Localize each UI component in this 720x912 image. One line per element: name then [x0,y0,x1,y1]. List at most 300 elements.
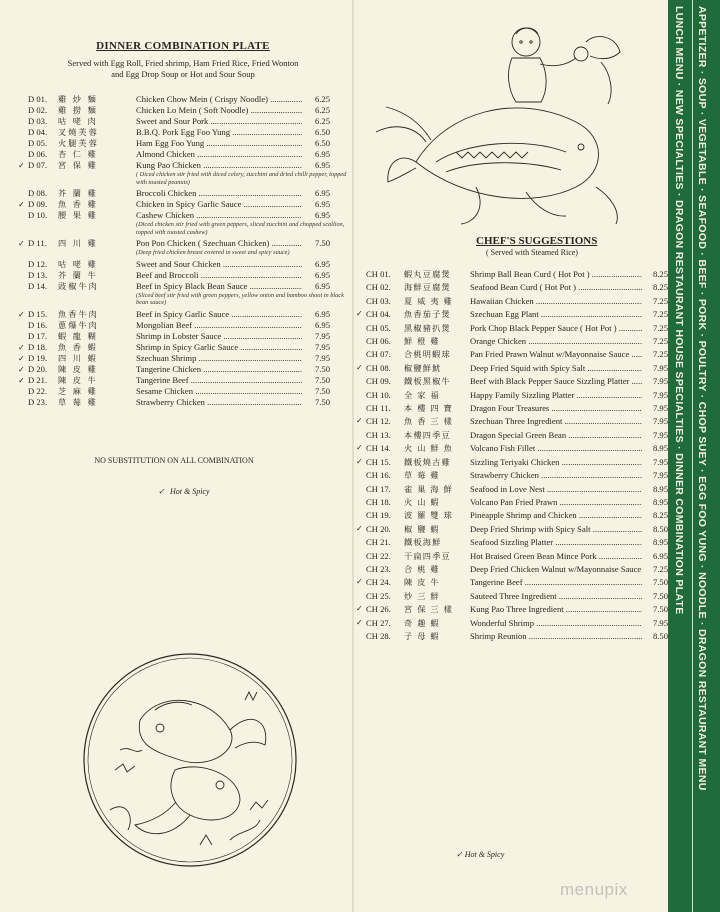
item-code: CH 15. [366,456,391,467]
item-code: CH 20. [366,523,391,534]
item-code: CH 17. [366,483,391,494]
item-price: 8.50 [652,630,668,641]
item-code: CH 02. [366,282,391,293]
item-chinese-name: 陳 皮 牛 [404,577,440,588]
item-english-name: Orange Chicken ..... [470,335,642,347]
item-code: CH 12. [366,416,391,427]
menu-item [356,576,668,588]
item-chinese-name: 波 羅 雙 球 [404,510,453,521]
item-english-name: Tangerine Beef ..... [136,375,302,386]
item-english-name: Deep Fried Chicken Walnut w/Mayonnaise Sauce ..... [470,563,642,575]
item-price: 7.50 [652,604,668,615]
item-price: 7.25 [652,349,668,360]
menu-item [356,389,668,401]
item-price: 6.95 [652,550,668,561]
item-price: 6.95 [314,188,330,198]
item-price: 8.95 [652,483,668,494]
menu-item [356,322,668,334]
item-chinese-name: 芝 麻 雞 [58,385,98,396]
item-price: 7.50 [314,396,330,407]
item-price: 7.95 [652,416,668,427]
item-code: CH 26. [366,604,391,615]
boy-with-carp-illustration [376,12,636,227]
goldfish-plate-illustration [80,650,300,870]
item-price: 6.25 [314,116,330,126]
item-english-name: Sweet and Sour Pork ..... [136,116,302,127]
item-english-name: Wonderful Shrimp ..... [470,617,642,629]
menu-item [18,320,330,331]
chili-icon: ✓ [18,161,25,170]
item-code: CH 22. [366,550,391,561]
item-code: CH 10. [366,389,391,400]
item-chinese-name: 合 桃 雞 [404,563,440,574]
menu-item [356,442,668,454]
combination-subtitle-line-1: Served with Egg Roll, Fried shrimp, Ham Fried Rice, Fried Wonton [67,58,299,68]
item-price: 7.95 [314,341,330,352]
menu-item [356,603,668,615]
item-price: 7.25 [652,336,668,347]
item-code: D 03. [28,116,48,126]
chili-icon: ✓ [356,443,363,453]
combination-subtitle-line-2: and Egg Drop Soup or Hot and Sour Soup [111,69,255,79]
item-code: CH 13. [366,429,391,440]
combination-list [18,94,348,408]
item-code: CH 05. [366,322,391,333]
chili-icon: ✓ [356,604,363,614]
menu-item [356,415,668,427]
item-english-name: Sauteed Three Ingredient ..... [470,590,642,602]
item-chinese-name: 四 川 蝦 [58,352,98,363]
chili-icon: ✓ [356,309,363,319]
menu-item [18,331,330,342]
item-english-name: Seafood in Love Nest ..... [470,483,642,495]
item-chinese-name: 叉燒芙蓉 [58,127,99,137]
item-english-name: Happy Family Sizzling Platter ..... [470,389,642,401]
item-english-name: Chicken Lo Mein ( Soft Noodle) ..... [136,105,302,116]
menu-item [18,210,330,221]
item-price: 7.95 [652,362,668,373]
menu-item [18,259,330,270]
menu-item [18,281,330,292]
item-chinese-name: 宮 保 雞 [58,160,98,170]
item-code: D 15. [28,308,48,319]
item-english-name: Hot Braised Green Bean Mince Pork ..... [470,550,642,562]
item-english-name: Dragon Four Treasures ..... [470,402,642,414]
item-english-name: Beef with Black Pepper Sauce Sizzling Platter ..... [470,375,642,387]
item-code: D 02. [28,105,48,115]
item-chinese-name: 宮 保 三 樣 [404,604,453,615]
menu-item [356,335,668,347]
menu-item [18,94,330,105]
item-code: CH 04. [366,309,391,320]
chili-icon: ✓ [18,200,25,209]
item-code: CH 21. [366,537,391,548]
hot-spicy-legend-right-label: Hot & Spicy [464,850,505,859]
item-code: CH 19. [366,510,391,521]
item-code: D 11. [28,238,47,248]
item-code: CH 11. [366,403,391,414]
item-price: 6.95 [314,280,330,291]
item-english-name: Cashew Chicken ..... [136,210,302,221]
item-description: (Diced chicken stir fried with green peppers, sliced zucchini and chopped scallion, topped with toasted cashew) [136,221,345,236]
menu-item [356,375,668,387]
item-code: CH 09. [366,376,391,387]
chili-icon: ✓ [18,364,25,374]
item-english-name: Szechuan Three Ingredient ..... [470,415,642,427]
item-code: D 10. [28,210,48,220]
item-english-name: Shrimp in Lobster Sauce ..... [136,331,302,342]
chili-icon: ✓ [356,362,363,372]
item-chinese-name: 火 山 鮮 魚 [404,443,453,454]
menu-item [18,149,330,160]
item-english-name: Beef in Spicy Black Bean Sauce ..... [136,281,302,292]
item-price: 6.25 [314,105,330,115]
item-chinese-name: 蔥爆牛肉 [58,319,99,330]
item-price: 6.50 [314,138,330,148]
item-english-name: Pon Pon Chicken ( Szechuan Chicken) ..... [136,238,302,249]
item-description: ( Diced chicken stir fried with diced celery, zucchini and dried chilli pepper, topped with toasted peanuts) [136,171,347,186]
item-price: 8.95 [652,537,668,548]
item-chinese-name: 芥 蘭 雞 [58,188,98,198]
item-english-name: Volcano Fish Fillet ..... [470,442,642,454]
item-english-name: Mongolian Beef ..... [136,320,302,331]
hot-spicy-legend-right [456,850,504,859]
chili-icon: ✓ [18,342,25,352]
item-code: D 18. [28,341,48,352]
item-code: D 08. [28,188,48,198]
chili-icon: ✓ [356,456,363,466]
item-price: 8.95 [652,443,668,454]
item-price: 8.25 [652,269,668,279]
menu-item [356,496,668,508]
item-english-name: Volcano Pan Fried Prawn ..... [470,496,642,508]
item-code: D 01. [28,94,48,104]
menu-item [18,364,330,375]
item-price: 7.25 [652,295,668,306]
item-code: CH 25. [366,590,391,601]
item-chinese-name: 咕 咾 肉 [58,116,98,126]
item-code: D 20. [28,363,48,374]
item-english-name: Chicken Chow Mein ( Crispy Noodle) ..... [136,94,302,105]
item-english-name: Tangerine Beef ..... [470,576,642,588]
menu-item [356,483,668,495]
item-chinese-name: 豉椒牛肉 [58,280,99,291]
item-english-name: Pan Fried Prawn Walnut w/Mayonnaise Sauce ..... [470,348,642,360]
item-price: 7.95 [652,617,668,628]
chili-icon: ✓ [356,523,363,533]
menu-item [356,617,668,629]
item-price: 8.50 [652,523,668,534]
menu-item [356,469,668,481]
item-chinese-name: 奇 趣 蝦 [404,617,440,628]
item-english-name: Broccoli Chicken ..... [136,188,302,199]
item-price: 7.25 [652,563,668,574]
item-price: 7.25 [652,309,668,320]
item-english-name: Beef in Spicy Garlic Sauce ..... [136,309,302,320]
chili-icon: ✓ [356,577,363,587]
chef-suggestions-subtitle: ( Served with Steamed Rice) [486,248,578,257]
item-price: 6.25 [314,94,330,104]
item-english-name: Sizzling Teriyaki Chicken ..... [470,456,642,468]
item-english-name: Shrimp Reunion ..... [470,630,642,642]
menu-item [356,348,668,360]
menu-item [356,429,668,441]
item-english-name: Pork Chop Black Pepper Sauce ( Hot Pot ) ..... [470,322,642,334]
item-chinese-name: 火 山 蝦 [404,496,440,507]
item-english-name: Szechuan Shrimp ..... [136,353,302,364]
item-chinese-name: 本樓四季豆 [404,429,451,440]
chili-icon: ✓ [18,309,25,319]
item-english-name: Sesame Chicken ..... [136,386,302,397]
chef-suggestions-title: CHEF'S SUGGESTIONS [476,235,598,247]
menu-item [356,563,668,575]
menu-item [356,402,668,414]
item-code: CH 08. [366,362,391,373]
item-english-name: Dragon Special Green Bean ..... [470,429,642,441]
item-description: (Sliced beef stir fried with green peppers, yellow onion and bamboo shoot in black bean sauce) [136,291,344,306]
item-english-name: Beef and Broccoli ..... [136,270,302,281]
item-english-name: Szechuan Egg Plant ..... [470,308,642,320]
item-chinese-name: 魚 香 蝦 [58,341,98,352]
chili-icon: ✓ [18,239,25,248]
item-price: 7.50 [652,590,668,601]
menu-item [18,116,330,127]
item-chinese-name: 雞 撈 麵 [58,105,98,115]
item-chinese-name: 海鮮豆腐煲 [404,282,451,293]
item-chinese-name: 魚香茄子煲 [404,309,451,320]
menu-item [18,188,330,199]
item-price: 7.50 [314,238,330,248]
item-code: D 05. [28,138,48,148]
item-code: CH 07. [366,349,391,360]
menu-item [356,523,668,535]
item-price: 8.95 [652,496,668,507]
combination-section [18,40,348,496]
menu-item [356,268,668,280]
menu-item [18,353,330,364]
menu-item [356,590,668,602]
item-code: D 06. [28,149,48,159]
menu-item [18,138,330,149]
item-english-name: Kung Pao Chicken ..... [136,160,302,171]
chili-icon: ✓ [158,486,165,496]
menu-item [18,199,330,210]
item-english-name: Almond Chicken ..... [136,149,302,160]
item-english-name: Chicken in Spicy Garlic Sauce ..... [136,199,302,210]
page-fold [352,0,354,912]
item-code: D 21. [28,374,48,385]
item-english-name: Ham Egg Foo Yung ..... [136,138,302,149]
item-price: 6.50 [314,127,330,137]
item-price: 6.95 [314,258,330,269]
chili-icon: ✓ [456,850,463,859]
menu-item [356,362,668,374]
item-english-name: Seafood Sizzling Platter ..... [470,536,642,548]
item-chinese-name: 陳 皮 牛 [58,374,98,385]
band-inner-text: LUNCH MENU · NEW SPECIALTIES · DRAGON RESTAURANT HOUSE SPECIALTIES · DINNER COMBINATION PLATE [673,6,685,615]
chef-suggestions-list [356,268,668,643]
band-divider-line [692,0,693,912]
menu-item [356,281,668,293]
item-price: 7.95 [652,403,668,414]
menu-item [18,309,330,320]
item-chinese-name: 蝦 龍 糊 [58,330,98,341]
item-chinese-name: 合桃明蝦球 [404,349,451,360]
menu-item [356,550,668,562]
item-code: CH 24. [366,577,391,588]
menu-item [18,386,330,397]
item-chinese-name: 腰 果 雞 [58,210,98,220]
item-chinese-name: 草 莓 雞 [404,470,440,481]
item-code: CH 16. [366,470,391,481]
menu-item [18,238,330,249]
item-chinese-name: 芥 蘭 牛 [58,269,98,280]
menu-item [356,295,668,307]
item-price: 6.95 [314,199,330,209]
item-code: D 04. [28,127,48,137]
item-chinese-name: 鐵板燒古雞 [404,456,451,467]
menu-item [18,375,330,386]
hot-spicy-legend-label: Hot & Spicy [170,486,210,496]
item-chinese-name: 魚 香 三 樣 [404,416,453,427]
item-code: CH 01. [366,269,391,279]
item-code: CH 14. [366,443,391,454]
item-price: 6.95 [314,160,330,170]
item-code: CH 23. [366,563,391,574]
item-chinese-name: 杏 仁 雞 [58,149,98,159]
chili-icon: ✓ [356,617,363,627]
item-chinese-name: 椒鹽鮮魷 [404,362,442,373]
item-code: CH 18. [366,496,391,507]
item-code: D 23. [28,396,48,407]
item-price: 6.95 [314,308,330,319]
item-code: CH 06. [366,336,391,347]
item-price: 7.50 [314,374,330,385]
menu-item [18,397,330,408]
menu-item [356,630,668,642]
item-price: 6.95 [314,149,330,159]
item-english-name: Seafood Bean Curd ( Hot Pot ) ..... [470,281,642,293]
item-chinese-name: 雞 炒 麵 [58,94,98,104]
menu-item [356,509,668,521]
item-chinese-name: 四 川 雞 [58,238,98,248]
band-outer-text: APPETIZER · SOUP · VEGETABLE · SEAFOOD · BEEF · PORK · POULTRY · CHOP SUEY · EGG FOO YUNG · NOODLE · DRAGON RESTAURANT MENU [696,6,708,791]
item-code: CH 03. [366,295,391,306]
item-english-name: Deep Fried Shrimp with Spicy Salt ..... [470,523,642,535]
menu-item [356,308,668,320]
item-chinese-name: 草 莓 雞 [58,396,98,407]
item-chinese-name: 咕 咾 雞 [58,258,98,269]
item-chinese-name: 炒 三 鮮 [404,590,440,601]
item-chinese-name: 陳 皮 雞 [58,363,98,374]
item-chinese-name: 子 母 蝦 [404,630,440,641]
item-chinese-name: 干扁四季豆 [404,550,451,561]
item-chinese-name: 黑椒豬扒煲 [404,322,451,333]
item-price: 7.95 [314,330,330,341]
item-price: 7.95 [652,470,668,481]
item-code: D 22. [28,385,48,396]
menu-section-band [668,0,720,912]
item-price: 7.25 [652,322,668,333]
combination-subtitle [18,58,348,80]
item-code: D 09. [28,199,48,209]
item-price: 7.95 [652,376,668,387]
menupix-watermark: menupix [560,880,628,899]
item-code: CH 28. [366,630,391,641]
item-code: D 12. [28,258,48,269]
chili-icon: ✓ [356,416,363,426]
item-english-name: Kung Pao Three Ingredient ..... [470,603,642,615]
menu-item [356,536,668,548]
item-chinese-name: 魚香牛肉 [58,308,99,319]
chili-icon: ✓ [18,375,25,385]
item-chinese-name: 魚 香 雞 [58,199,98,209]
item-english-name: Strawberry Chicken ..... [136,397,302,408]
item-chinese-name: 椒 鹽 蝦 [404,523,440,534]
hot-spicy-legend [18,487,348,496]
item-code: D 14. [28,280,48,291]
menu-item [18,127,330,138]
item-chinese-name: 蝦丸豆腐煲 [404,269,451,279]
item-chinese-name: 鐵板黑椒牛 [404,376,451,387]
item-price: 7.95 [652,389,668,400]
item-price: 6.95 [314,319,330,330]
item-english-name: Shrimp Ball Bean Curd ( Hot Pot ) ..... [470,268,642,280]
item-chinese-name: 本 樓 四 寶 [404,403,453,414]
item-price: 6.95 [314,269,330,280]
item-code: CH 27. [366,617,391,628]
item-code: D 19. [28,352,48,363]
item-english-name: Deep Fried Squid with Spicy Salt ..... [470,362,642,374]
menu-item [18,342,330,353]
item-chinese-name: 夏 威 夷 雞 [404,295,453,306]
item-price: 8.25 [652,510,668,521]
item-english-name: Sweet and Sour Chicken ..... [136,259,302,270]
item-price: 7.50 [314,363,330,374]
item-chinese-name: 全 家 福 [404,389,440,400]
item-english-name: Shrimp in Spicy Garlic Sauce ..... [136,342,302,353]
item-chinese-name: 雀 巢 海 鮮 [404,483,453,494]
item-english-name: B.B.Q. Pork Egg Foo Yung ..... [136,127,302,138]
menu-item [18,160,330,171]
item-price: 7.50 [652,577,668,588]
combination-title: DINNER COMBINATION PLATE [96,40,270,52]
item-code: D 16. [28,319,48,330]
menu-item [356,456,668,468]
item-price: 6.95 [314,210,330,220]
item-english-name: Tangerine Chicken ..... [136,364,302,375]
item-english-name: Pineapple Shrimp and Chicken ..... [470,509,642,521]
item-english-name: Strawberry Chicken ..... [470,469,642,481]
item-english-name: Hawaiian Chicken ..... [470,295,642,307]
item-chinese-name: 鮮 橙 雞 [404,336,440,347]
item-price: 7.95 [314,352,330,363]
menu-item [18,105,330,116]
item-code: D 13. [28,269,48,280]
item-price: 7.95 [652,429,668,440]
item-chinese-name: 鐵板海鮮 [404,537,442,548]
menu-item [18,270,330,281]
item-price: 7.50 [314,385,330,396]
chili-icon: ✓ [18,353,25,363]
item-description: (Deep fried chicken breast covered in sweet and spicy sauce) [136,249,290,256]
item-price: 8.25 [652,282,668,293]
item-chinese-name: 火腿芙蓉 [58,138,99,148]
item-code: D 17. [28,330,48,341]
item-code: D 07. [28,160,48,170]
no-substitution-notice: NO SUBSTITUTION ON ALL COMBINATION [94,455,254,465]
item-price: 7.95 [652,456,668,467]
